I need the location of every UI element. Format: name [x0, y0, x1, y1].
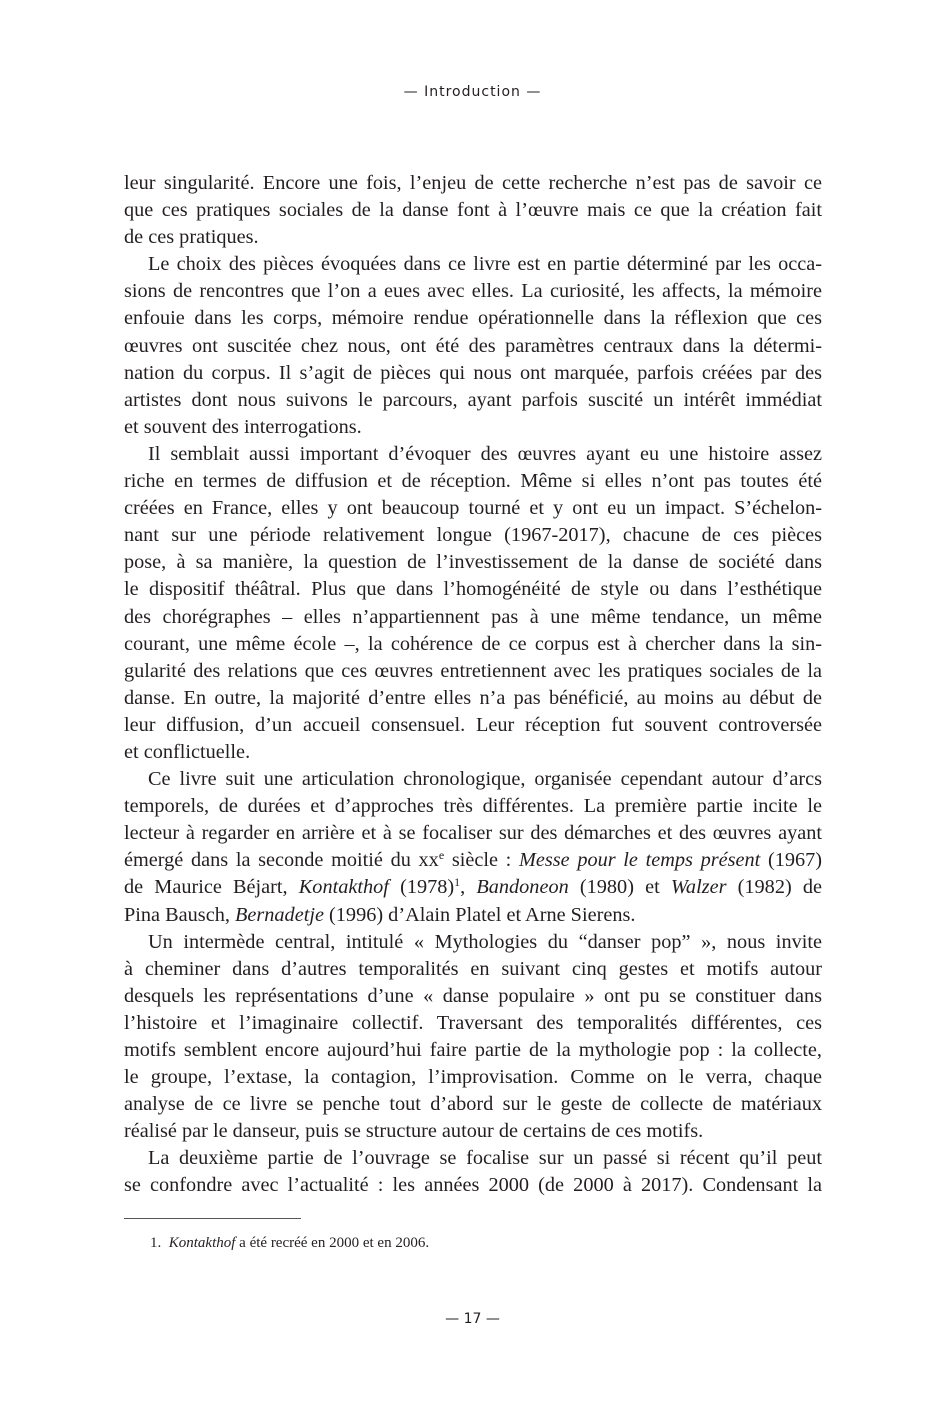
italic-title: Kontakthof: [298, 876, 389, 899]
text-line: et conflictuelle.: [124, 740, 251, 763]
text-segment: (1980) et: [568, 876, 671, 899]
text-segment: émergé dans la seconde moitié du xx: [124, 849, 439, 872]
text-segment: (1967): [760, 849, 823, 872]
paragraph: [124, 1145, 822, 1199]
text-segment: ,: [460, 876, 477, 899]
text-line: danse. En outre, la majorité d’entre elles n’a pas bénéficié, au moins au début de: [124, 686, 822, 709]
superscript: e: [438, 848, 445, 863]
page-number: — 17 —: [445, 1311, 500, 1327]
text-segment: (1982) de: [726, 876, 823, 899]
text-line: réalisé par le danseur, puis se structure autour de certains de ces motifs.: [124, 1120, 704, 1143]
footnote-text: a été recréé en 2000 et en 2006.: [235, 1235, 430, 1251]
superscript: 1: [454, 875, 461, 890]
footnote: [150, 1235, 429, 1252]
text-line: motifs semblent encore aujourd’hui faire partie de la mythologie pop : la collecte,: [124, 1039, 822, 1061]
text-line: Il semblait aussi important d’évoquer des œuvres ayant eu une histoire assez: [148, 442, 822, 465]
text-line: analyse de ce livre se penche tout d’abord sur le geste de collecte de matériaux: [124, 1093, 822, 1116]
text-line: créées en France, elles y ont beaucoup tourné et y ont eu un impact. S’échelon-: [124, 497, 822, 520]
text-line: courant, une même école –, la cohérence de ce corpus est à chercher dans la sin-: [124, 632, 822, 655]
text-line: le groupe, l’extase, la contagion, l’improvisation. Comme on le verra, chaque: [124, 1066, 822, 1089]
text-line: œuvres ont suscitée chez nous, ont été des paramètres centraux dans la détermi-: [124, 334, 822, 357]
text-line: lecteur à regarder en arrière et à se focaliser sur des démarches et des œuvres ayant: [124, 822, 822, 845]
text-line: de ces pratiques.: [124, 226, 259, 249]
text-line: nation du corpus. Il s’agit de pièces qui nous ont marquée, parfois créées par des: [124, 361, 822, 384]
text-line: leur singularité. Encore une fois, l’enjeu de cette recherche n’est pas de savoir ce: [124, 172, 822, 194]
text-line: [124, 874, 822, 901]
text-line: Un intermède central, intitulé « Mythologies du “danser pop” », nous invite: [148, 930, 822, 953]
footnote-title: Kontakthof: [168, 1235, 236, 1251]
text-segment: (1978): [388, 876, 455, 899]
text-line: gularité des relations que ces œuvres entretiennent avec les pratiques sociales de la: [124, 659, 822, 682]
footnote-number: 1.: [150, 1235, 162, 1251]
text-line: se confondre avec l’actualité : les années 2000 (de 2000 à 2017). Condensant la: [124, 1174, 822, 1197]
italic-title: Messe pour le temps présent: [518, 849, 761, 872]
paragraph: [124, 170, 822, 251]
body-text: [124, 170, 822, 1200]
text-segment: (1996) d’Alain Platel et Arne Sierens.: [323, 903, 636, 926]
paragraph: [124, 766, 822, 929]
paragraph: [124, 251, 822, 441]
italic-title: Walzer: [670, 876, 727, 899]
text-line: [124, 847, 822, 874]
text-segment: siècle :: [444, 849, 519, 872]
text-line: [124, 902, 822, 929]
text-line: sions de rencontres que l’on a eues avec elles. La curiosité, les affects, la mémoire: [124, 280, 822, 303]
italic-title: Bernadetje: [234, 903, 324, 926]
footnote-divider: [124, 1218, 301, 1219]
text-line: le dispositif théâtral. Plus que dans l’homogénéité de style ou dans l’esthétique: [124, 578, 822, 601]
text-line: leur diffusion, d’un accueil consensuel. Leur réception fut souvent controversée: [124, 713, 822, 736]
text-line: artistes dont nous suivons le parcours, ayant parfois suscité un intérêt immédiat: [124, 388, 822, 411]
text-line: Ce livre suit une articulation chronologique, organisée cependant autour d’arcs: [148, 768, 822, 791]
text-line: enfouie dans les corps, mémoire rendue opérationnelle dans la réflexion que ces: [124, 307, 822, 330]
text-line: temporels, de durées et d’approches très différentes. La première partie incite le: [124, 795, 822, 818]
text-line: que ces pratiques sociales de la danse font à l’œuvre mais ce que la création fait: [124, 199, 822, 222]
text-line: et souvent des interrogations.: [124, 415, 362, 438]
paragraph: [124, 441, 822, 766]
text-line: La deuxième partie de l’ouvrage se focalise sur un passé si récent qu’il peut: [148, 1147, 822, 1170]
text-line: nant sur une période relativement longue (1967-2017), chacune de ces pièces: [124, 524, 822, 547]
text-line: desquels les représentations d’une « danse populaire » ont pu se constituer dans: [124, 984, 822, 1007]
text-line: Le choix des pièces évoquées dans ce livre est en partie déterminé par les occa-: [148, 253, 822, 276]
text-line: à cheminer dans d’autres temporalités en suivant cinq gestes et motifs autour: [124, 957, 822, 980]
running-header: — Introduction —: [403, 84, 542, 100]
text-line: des chorégraphes – elles n’appartiennent pas à une même tendance, un même: [124, 605, 822, 628]
paragraph: [124, 929, 822, 1146]
text-segment: de Maurice Béjart,: [124, 876, 299, 899]
italic-title: Bandoneon: [476, 876, 569, 899]
text-segment: Pina Bausch,: [124, 903, 235, 926]
text-line: l’histoire et l’imaginaire collectif. Traversant des temporalités différentes, ces: [124, 1011, 822, 1034]
text-line: riche en termes de diffusion et de réception. Même si elles n’ont pas toutes été: [124, 470, 822, 493]
text-line: pose, à sa manière, la question de l’investissement de la danse de société dans: [124, 551, 822, 574]
